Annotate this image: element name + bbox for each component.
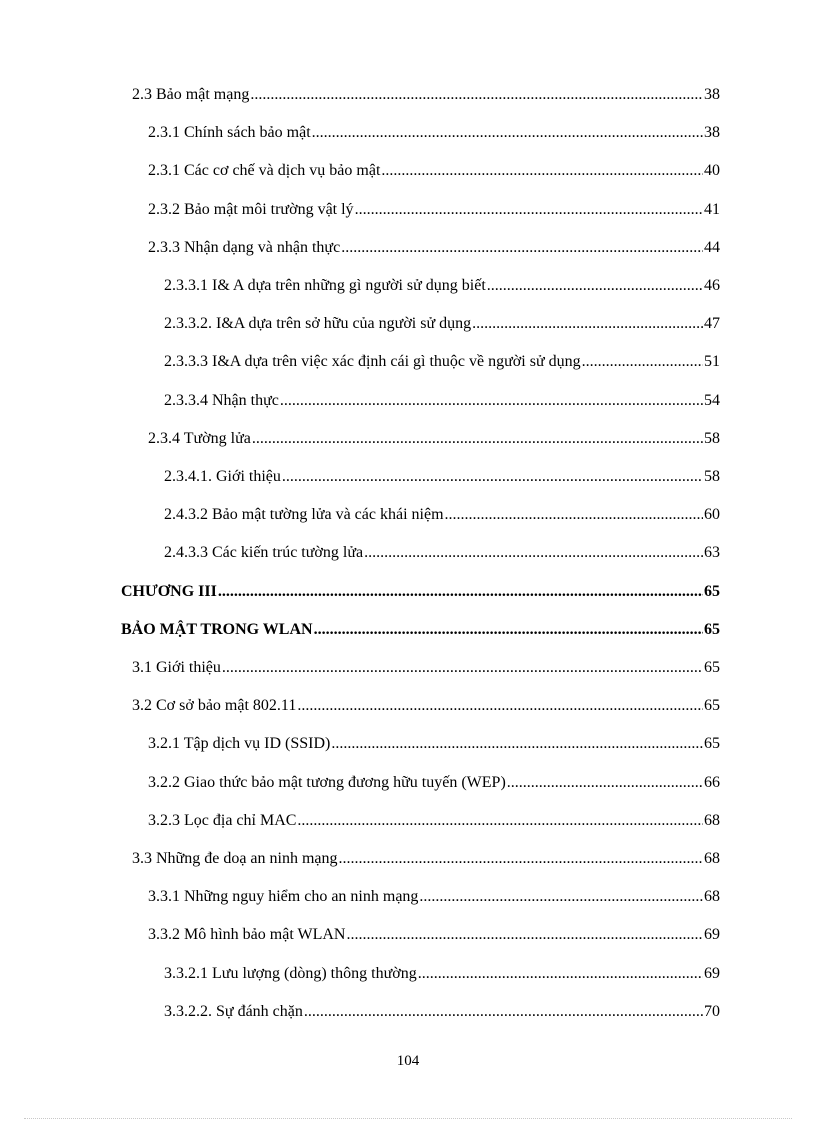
toc-entry bbox=[164, 964, 720, 984]
toc-entry-title: 2.3.1 Các cơ chế và dịch vụ bảo mật bbox=[148, 162, 381, 180]
toc-entry-title: 2.3.3 Nhận dạng và nhận thực bbox=[148, 238, 341, 256]
toc-entry-page: 65 bbox=[704, 659, 720, 676]
toc-entry bbox=[164, 352, 720, 372]
toc-entry-page: 69 bbox=[704, 926, 720, 944]
toc-entry bbox=[164, 276, 720, 296]
toc-entry bbox=[148, 238, 720, 258]
toc-entry-title: 3.2.1 Tập dịch vụ ID (SSID) bbox=[148, 735, 331, 753]
toc-dot-leader bbox=[419, 887, 703, 907]
toc-entry-page: 47 bbox=[704, 315, 720, 333]
toc-entry-title: 2.4.3.2 Bảo mật tường lửa và các khái niệm bbox=[164, 506, 444, 524]
toc-entry-title: 3.3 Những đe doạ an ninh mạng bbox=[132, 850, 338, 867]
toc-dot-leader bbox=[252, 429, 703, 449]
toc-entry bbox=[164, 543, 720, 563]
toc-entry bbox=[148, 161, 720, 181]
toc-entry-page: 68 bbox=[704, 888, 720, 906]
toc-dot-leader bbox=[507, 773, 703, 793]
toc-entry-title: 2.3.1 Chính sách bảo mật bbox=[148, 124, 311, 142]
toc-entry-page: 38 bbox=[704, 124, 720, 142]
toc-dot-leader bbox=[297, 811, 703, 831]
toc-dot-leader bbox=[331, 734, 703, 754]
toc-entry-page: 65 bbox=[704, 620, 720, 638]
toc-entry-page: 65 bbox=[704, 697, 720, 715]
toc-entry bbox=[164, 314, 720, 334]
toc-dot-leader bbox=[355, 200, 703, 220]
toc-entry-title: 2.3.2 Bảo mật môi trường vật lý bbox=[148, 200, 354, 218]
toc-entry bbox=[148, 429, 720, 449]
toc-entry-page: 41 bbox=[704, 200, 720, 218]
toc-dot-leader bbox=[346, 925, 703, 945]
toc-entry-title: BẢO MẬT TRONG WLAN bbox=[121, 620, 313, 638]
toc-entry-page: 70 bbox=[704, 1002, 720, 1020]
toc-entry-page: 63 bbox=[704, 544, 720, 562]
toc-entry bbox=[132, 849, 720, 869]
toc-dot-leader bbox=[282, 467, 703, 487]
toc-entry bbox=[148, 200, 720, 220]
toc-dot-leader bbox=[297, 696, 703, 716]
toc-entry-page: 68 bbox=[704, 850, 720, 867]
toc-entry-title: 2.4.3.3 Các kiến trúc tường lửa bbox=[164, 544, 364, 562]
toc-entry-title: 3.1 Giới thiệu bbox=[132, 659, 221, 676]
toc-entry-title: 3.3.2.1 Lưu lượng (dòng) thông thường bbox=[164, 964, 417, 982]
toc-entry bbox=[148, 887, 720, 907]
toc-entry-title: 2.3.3.1 I& A dựa trên những gì người sử dụng biết bbox=[164, 277, 486, 294]
toc-entry-page: 69 bbox=[704, 964, 720, 982]
toc-entry bbox=[148, 773, 720, 793]
toc-entry-title: 2.3 Bảo mật mạng bbox=[132, 86, 250, 103]
toc-entry-title: 3.2 Cơ sở bảo mật 802.11 bbox=[132, 697, 297, 715]
toc-entry-page: 65 bbox=[704, 582, 720, 600]
toc-entry-title: CHƯƠNG III bbox=[121, 582, 217, 600]
toc-dot-leader bbox=[582, 352, 703, 372]
toc-dot-leader bbox=[312, 123, 703, 143]
toc-entry-title: 2.3.3.4 Nhận thực bbox=[164, 391, 279, 409]
toc-dot-leader bbox=[250, 85, 703, 105]
toc-entry-page: 40 bbox=[704, 162, 720, 180]
toc-entry-title: 3.3.1 Những nguy hiểm cho an ninh mạng bbox=[148, 888, 419, 906]
toc-dot-leader bbox=[339, 849, 703, 869]
toc-entry-page: 66 bbox=[704, 773, 720, 791]
toc-dot-leader bbox=[472, 314, 703, 334]
toc-entry-title: 3.3.2.2. Sự đánh chặn bbox=[164, 1002, 303, 1020]
toc-entry-page: 65 bbox=[704, 735, 720, 753]
toc-entry-page: 60 bbox=[704, 506, 720, 524]
toc-entry bbox=[132, 85, 720, 105]
toc-dot-leader bbox=[381, 161, 703, 181]
toc-entry-page: 38 bbox=[704, 86, 720, 103]
toc-dot-leader bbox=[364, 543, 703, 563]
toc-entry bbox=[164, 1002, 720, 1022]
toc-dot-leader bbox=[314, 620, 703, 640]
toc-dot-leader bbox=[304, 1002, 703, 1022]
toc-entry bbox=[164, 391, 720, 411]
toc-dot-leader bbox=[280, 391, 703, 411]
toc-entry-title: 2.3.3.2. I&A dựa trên sở hữu của người sử dụng bbox=[164, 315, 472, 333]
page-number: 104 bbox=[396, 1053, 420, 1069]
toc-entry bbox=[132, 658, 720, 678]
toc-entry-title: 2.3.3.3 I&A dựa trên việc xác định cái gì thuộc về người sử dụng bbox=[164, 353, 581, 371]
toc-dot-leader bbox=[218, 582, 703, 602]
toc-entry-title: 2.3.4.1. Giới thiệu bbox=[164, 468, 281, 485]
toc-entry bbox=[121, 582, 720, 602]
toc-entry bbox=[148, 811, 720, 831]
toc-entry bbox=[148, 123, 720, 143]
toc-entry-page: 46 bbox=[704, 277, 720, 294]
toc-entry-page: 68 bbox=[704, 811, 720, 829]
toc-entry bbox=[121, 620, 720, 640]
toc-entry-page: 51 bbox=[704, 353, 720, 371]
toc-entry-page: 58 bbox=[704, 429, 720, 447]
toc-entry-title: 3.2.2 Giao thức bảo mật tương đương hữu tuyến (WEP) bbox=[148, 773, 506, 791]
toc-entry-title: 3.2.3 Lọc địa chỉ MAC bbox=[148, 811, 297, 829]
bottom-rule bbox=[24, 1118, 792, 1119]
toc-entry bbox=[132, 696, 720, 716]
toc-dot-leader bbox=[487, 276, 703, 296]
toc-dot-leader bbox=[445, 505, 703, 525]
toc-entry-page: 44 bbox=[704, 238, 720, 256]
toc-entry-page: 58 bbox=[704, 468, 720, 485]
toc-entry-title: 2.3.4 Tường lửa bbox=[148, 429, 251, 447]
toc-entry bbox=[164, 467, 720, 487]
toc-entry bbox=[164, 505, 720, 525]
toc-entry bbox=[148, 734, 720, 754]
toc-entry-page: 54 bbox=[704, 391, 720, 409]
toc-dot-leader bbox=[418, 964, 703, 984]
toc-dot-leader bbox=[222, 658, 703, 678]
toc-dot-leader bbox=[341, 238, 703, 258]
toc-entry bbox=[148, 925, 720, 945]
toc-entry-title: 3.3.2 Mô hình bảo mật WLAN bbox=[148, 926, 346, 944]
